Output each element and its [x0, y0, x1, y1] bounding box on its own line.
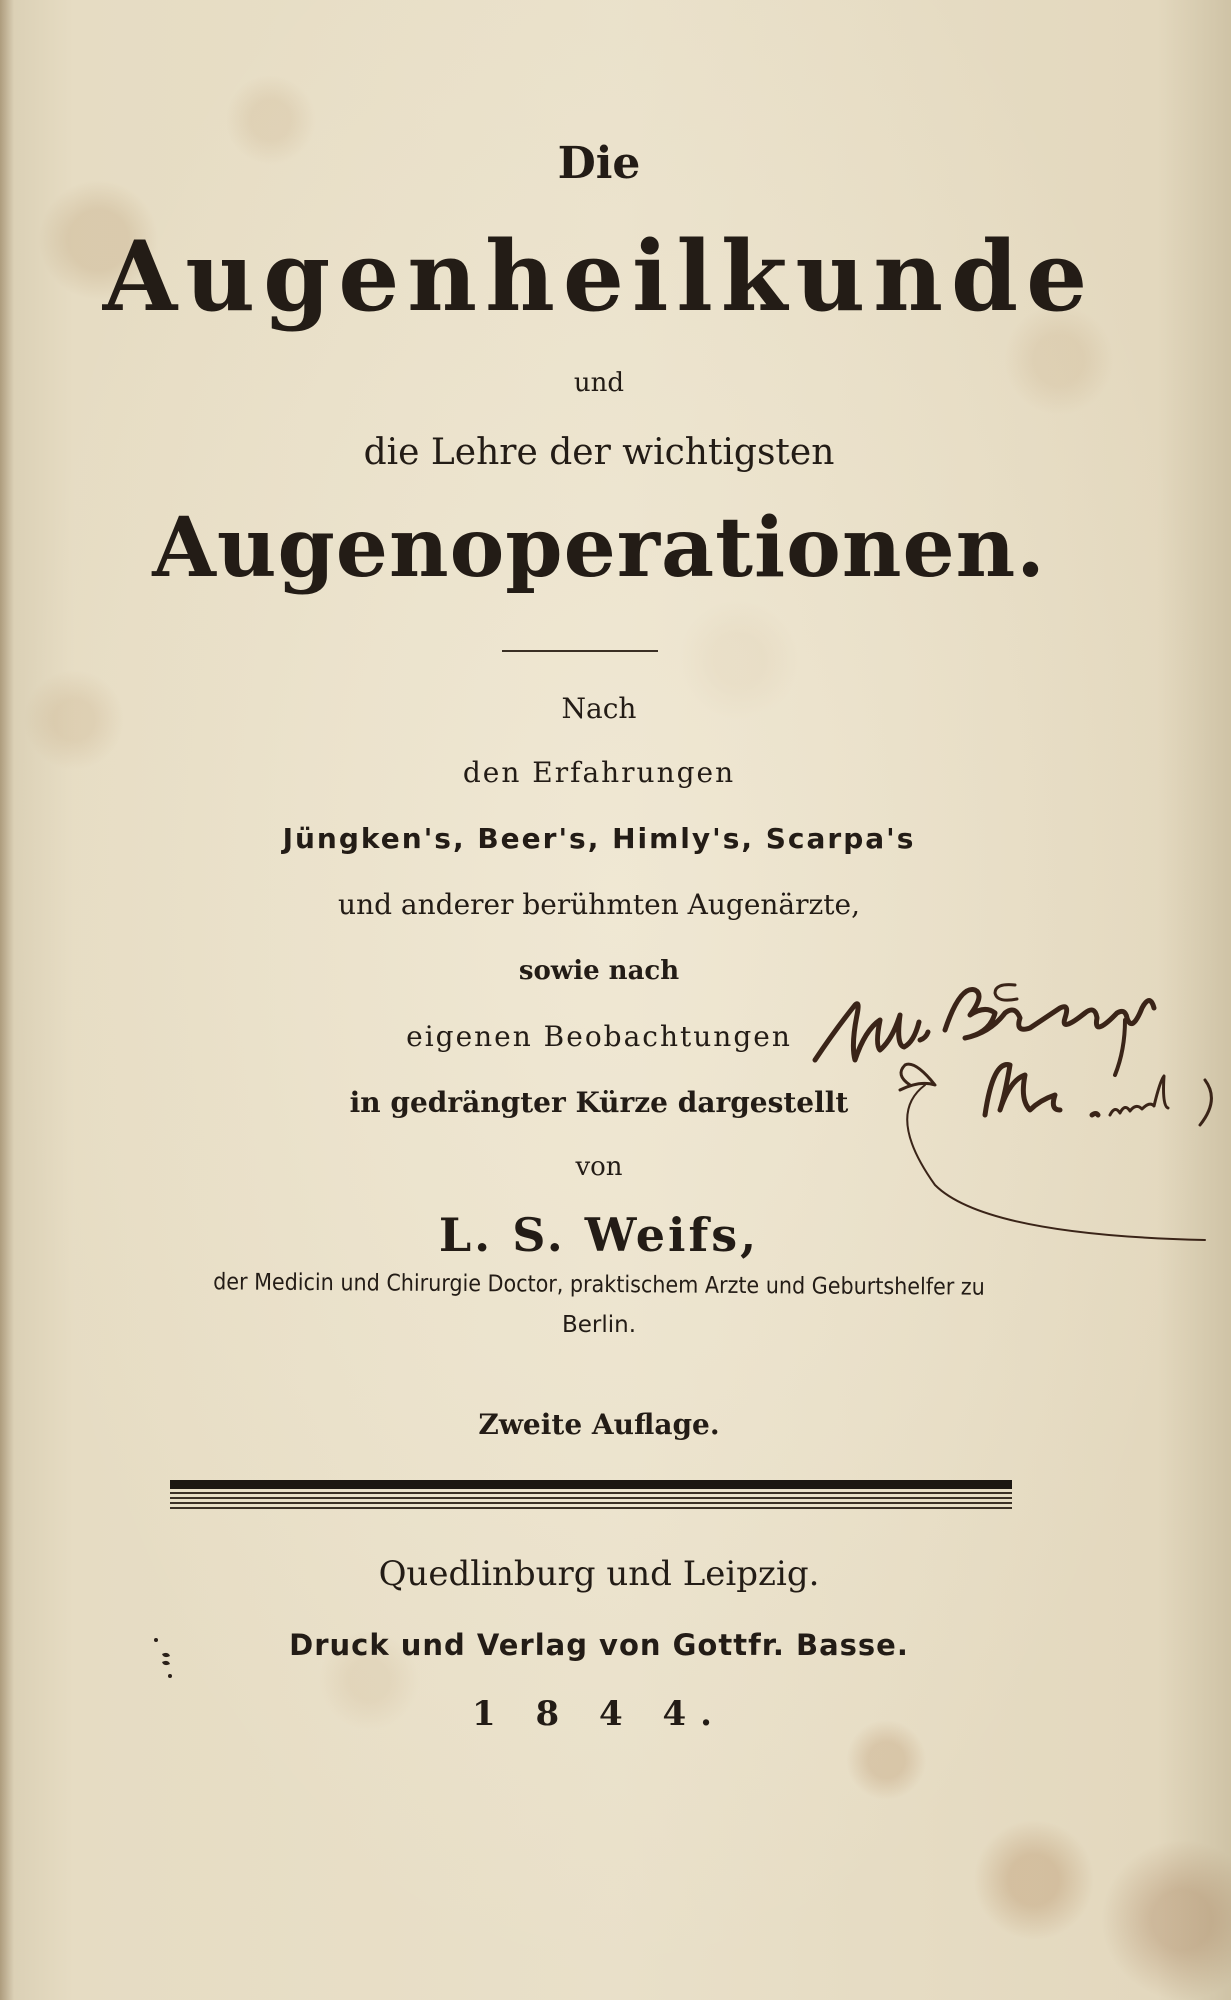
sowie-line: sowie nach: [518, 956, 680, 986]
author-credentials: der Medicin und Chirurgie Doctor, praktischem Arzte und Geburtshelfer zu: [213, 1269, 985, 1301]
main-title: Augenheilkunde: [102, 220, 1096, 333]
subtitle: die Lehre der wichtigsten: [363, 432, 835, 473]
edition-line: Zweite Auflage.: [478, 1408, 720, 1441]
author-name: L. S. Weifs,: [438, 1208, 760, 1262]
handwritten-signature: [800, 965, 1220, 1265]
thick-divider: [170, 1480, 1012, 1510]
anderer-line: und anderer berühmten Augenärzte,: [338, 888, 860, 921]
ink-mark-icon: [150, 1632, 180, 1682]
short-divider: [502, 650, 658, 652]
publication-year: 1 8 4 4.: [472, 1694, 726, 1734]
publisher-press: Druck und Verlag von Gottfr. Basse.: [289, 1628, 909, 1662]
title-und: und: [573, 368, 625, 398]
operations-title: Augenoperationen.: [152, 500, 1046, 596]
publisher-place: Quedlinburg und Leipzig.: [378, 1554, 820, 1594]
nach-line: Nach: [561, 692, 637, 725]
eigenen-line: eigenen Beobachtungen: [406, 1020, 792, 1053]
author-city: Berlin.: [561, 1312, 637, 1338]
physician-names: Jüngken's, Beer's, Himly's, Scarpa's: [282, 822, 916, 855]
kuerze-line: in gedrängter Kürze dargestellt: [349, 1086, 849, 1119]
title-die: Die: [557, 138, 641, 189]
erfahrungen-line: den Erfahrungen: [462, 756, 736, 789]
von-line: von: [575, 1152, 623, 1182]
